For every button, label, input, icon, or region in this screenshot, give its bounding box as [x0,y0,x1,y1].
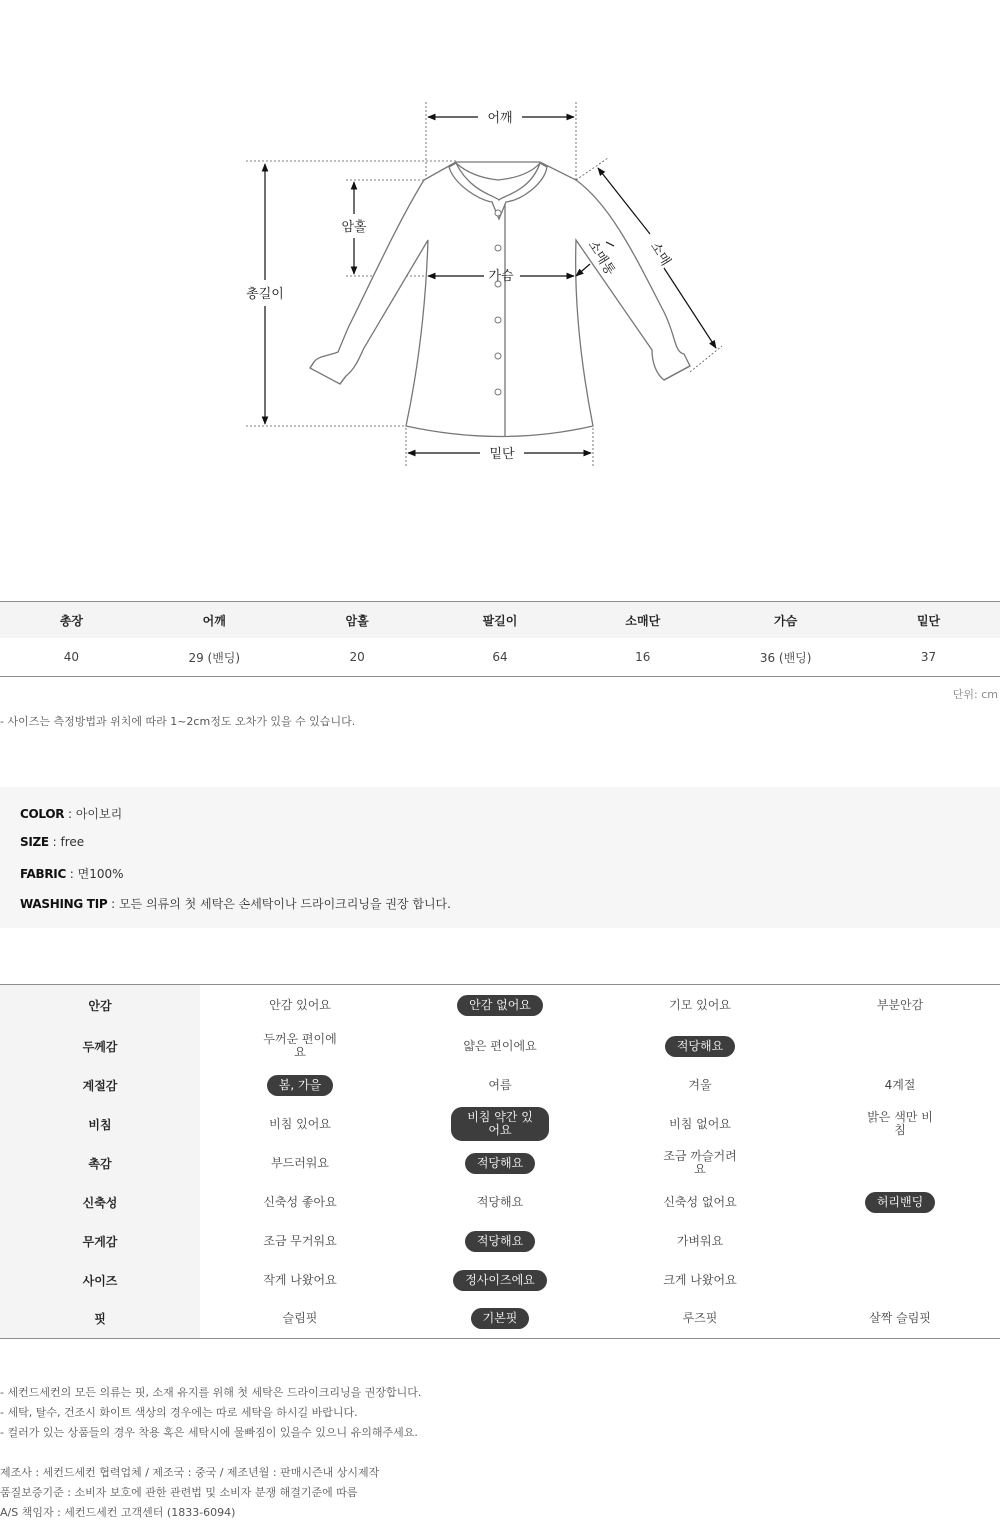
attribute-option-selected: 기본핏 [471,1308,530,1329]
attribute-option-cell [800,1183,1000,1222]
label-sleeve: 소매 [646,239,673,269]
manufacturer-line: 제조사 : 세컨드세컨 협력업체 / 제조국 : 중국 / 제조년월 : 판매시즌내 상시제작 [0,1466,380,1479]
attribute-option: 가벼워요 [676,1233,724,1248]
attribute-name: 안감 [0,985,200,1027]
attribute-option: 작게 나왔어요 [263,1272,337,1287]
attribute-option-cell [200,1261,400,1300]
info-color [20,805,122,822]
attribute-option-cell [400,1066,600,1105]
info-size [20,835,84,849]
info-color-value: : 아이보리 [64,807,123,821]
attribute-option-cell [800,1105,1000,1144]
size-value: 16 [571,638,714,677]
attribute-row [0,1183,1000,1222]
size-header: 총장 [0,602,143,639]
size-table-row [0,638,1000,677]
info-washing [20,895,451,912]
warranty-line: 품질보증기준 : 소비자 보호에 관한 관련법 및 소비자 분쟁 해결기준에 따름 [0,1486,358,1499]
info-size-label: SIZE [20,835,49,849]
attribute-option-cell [400,1300,600,1339]
label-hem: 밑단 [489,447,515,462]
size-header: 암홀 [286,602,429,639]
attribute-option-cell [200,1066,400,1105]
size-disclaimer: - 사이즈는 측정방법과 위치에 따라 1~2cm정도 오차가 있을 수 있습니다. [0,715,356,728]
product-info-box [0,787,1000,928]
size-value: 64 [429,638,572,677]
attribute-option-cell [200,1183,400,1222]
attribute-option: 부드러워요 [271,1155,329,1170]
attribute-name: 계절감 [0,1066,200,1105]
size-value: 37 [857,638,1000,677]
attribute-option-cell [400,1144,600,1183]
attribute-option-cell [200,1027,400,1066]
size-value: 20 [286,638,429,677]
attribute-option-cell [400,1222,600,1261]
size-header: 팔길이 [429,602,572,639]
attribute-option-cell [400,985,600,1027]
attribute-option-cell [600,1222,800,1261]
attribute-option-selected: 허리밴딩 [865,1192,935,1213]
attribute-option: 겨울 [688,1077,712,1092]
label-total-length: 총길이 [246,287,284,302]
attribute-option: 안감 있어요 [269,998,331,1013]
info-washing-label: WASHING TIP [20,897,108,911]
attribute-option-cell [600,1300,800,1339]
label-chest: 가슴 [488,269,514,284]
info-washing-value: : 모든 의류의 첫 세탁은 손세탁이나 드라이크리닝을 권장 합니다. [107,897,451,911]
attribute-row [0,1066,1000,1105]
attribute-option: 비침 없어요 [669,1116,731,1131]
size-value: 36 (밴딩) [714,638,857,677]
attribute-option-selected: 적당해요 [465,1231,535,1252]
attribute-option-cell [800,1300,1000,1339]
attribute-row [0,1300,1000,1339]
attribute-option-cell [400,1027,600,1066]
attribute-row [0,1027,1000,1066]
attribute-option-selected: 비침 약간 있어요 [451,1107,549,1141]
attribute-option-cell [600,1027,800,1066]
attribute-name: 사이즈 [0,1261,200,1300]
as-contact-line: A/S 책임자 : 세컨드세컨 고객센터 (1833-6094) [0,1506,236,1519]
attribute-option-selected: 정사이즈에요 [453,1270,547,1291]
unit-note: 단위: cm [952,688,998,701]
attribute-option-cell [600,1066,800,1105]
attribute-option-cell [400,1261,600,1300]
attribute-option: 밝은 색만 비침 [867,1110,933,1137]
attribute-option-cell [400,1105,600,1144]
care-notes [0,1383,421,1443]
attribute-name: 신축성 [0,1183,200,1222]
attribute-option-cell [800,1066,1000,1105]
size-value: 29 (밴딩) [143,638,286,677]
attribute-option-cell [800,1222,1000,1261]
attribute-option-cell [800,985,1000,1027]
size-header: 어깨 [143,602,286,639]
label-armhole: 암홀 [341,220,367,235]
attribute-row [0,985,1000,1027]
attribute-option-cell [600,1183,800,1222]
attribute-option: 신축성 없어요 [663,1194,737,1209]
info-fabric-value: : 면100% [65,867,124,881]
attribute-name: 비침 [0,1105,200,1144]
attribute-option: 조금 무거워요 [263,1233,337,1248]
attribute-name: 핏 [0,1300,200,1339]
attribute-option-cell [800,1261,1000,1300]
attribute-option: 여름 [488,1077,512,1092]
info-size-value: : free [48,835,85,849]
label-sleeve-width: 소매통 [584,238,618,279]
size-value: 40 [0,638,143,677]
attribute-option: 두꺼운 편이에요 [263,1032,337,1059]
attribute-option-selected: 안감 없어요 [457,995,543,1016]
size-table-header [0,602,1000,639]
attribute-option: 루즈핏 [682,1311,718,1326]
attribute-option-selected: 적당해요 [465,1153,535,1174]
attribute-option-selected: 적당해요 [665,1036,735,1057]
attribute-option: 기모 있어요 [669,998,731,1013]
attribute-option-cell [600,985,800,1027]
attribute-row [0,1261,1000,1300]
size-table [0,601,1000,677]
attribute-option-cell [600,1105,800,1144]
garment-outline [310,162,690,437]
attribute-option-cell [800,1144,1000,1183]
attribute-option-cell [600,1144,800,1183]
attribute-name: 두께감 [0,1027,200,1066]
attribute-option: 4계절 [884,1077,916,1092]
info-fabric [20,865,124,882]
attribute-option-cell [600,1261,800,1300]
attribute-option-selected: 봄, 가을 [267,1075,333,1096]
attribute-name: 촉감 [0,1144,200,1183]
care-note: - 세컨드세컨의 모든 의류는 핏, 소재 유지를 위해 첫 세탁은 드라이크리닝을 권장합니다. [0,1386,422,1399]
attribute-option: 비침 있어요 [269,1116,331,1131]
attribute-option: 살짝 슬림핏 [869,1311,931,1326]
attribute-option: 얇은 편이에요 [463,1038,537,1053]
size-header: 가슴 [714,602,857,639]
manufacturer-info [0,1463,379,1523]
attribute-option: 적당해요 [476,1194,524,1209]
size-header: 소매단 [571,602,714,639]
label-shoulder: 어깨 [487,111,513,126]
attribute-option: 부분안감 [876,998,924,1013]
attribute-option: 크게 나왔어요 [663,1272,737,1287]
garment-diagram [0,0,1000,560]
attribute-option-cell [400,1183,600,1222]
info-color-label: COLOR [20,807,65,821]
attribute-row [0,1105,1000,1144]
attribute-row [0,1222,1000,1261]
care-note: - 세탁, 탈수, 건조시 화이트 색상의 경우에는 따로 세탁을 하시길 바랍니다. [0,1406,358,1419]
size-header: 밑단 [857,602,1000,639]
product-attribute-table [0,984,1000,1339]
attribute-row [0,1144,1000,1183]
attribute-option-cell [200,985,400,1027]
attribute-option: 조금 까슬거려요 [663,1149,737,1176]
blouse-measurement-illustration [0,0,1000,560]
care-note: - 컬러가 있는 상품들의 경우 착용 혹은 세탁시에 물빠짐이 있을수 있으니 유의해주세요. [0,1426,418,1439]
attribute-option-cell [200,1144,400,1183]
attribute-option-cell [200,1105,400,1144]
attribute-name: 무게감 [0,1222,200,1261]
attribute-option: 신축성 좋아요 [263,1194,337,1209]
attribute-option-cell [800,1027,1000,1066]
info-fabric-label: FABRIC [20,867,66,881]
attribute-option-cell [200,1222,400,1261]
attribute-option: 슬림핏 [282,1311,318,1326]
attribute-option-cell [200,1300,400,1339]
